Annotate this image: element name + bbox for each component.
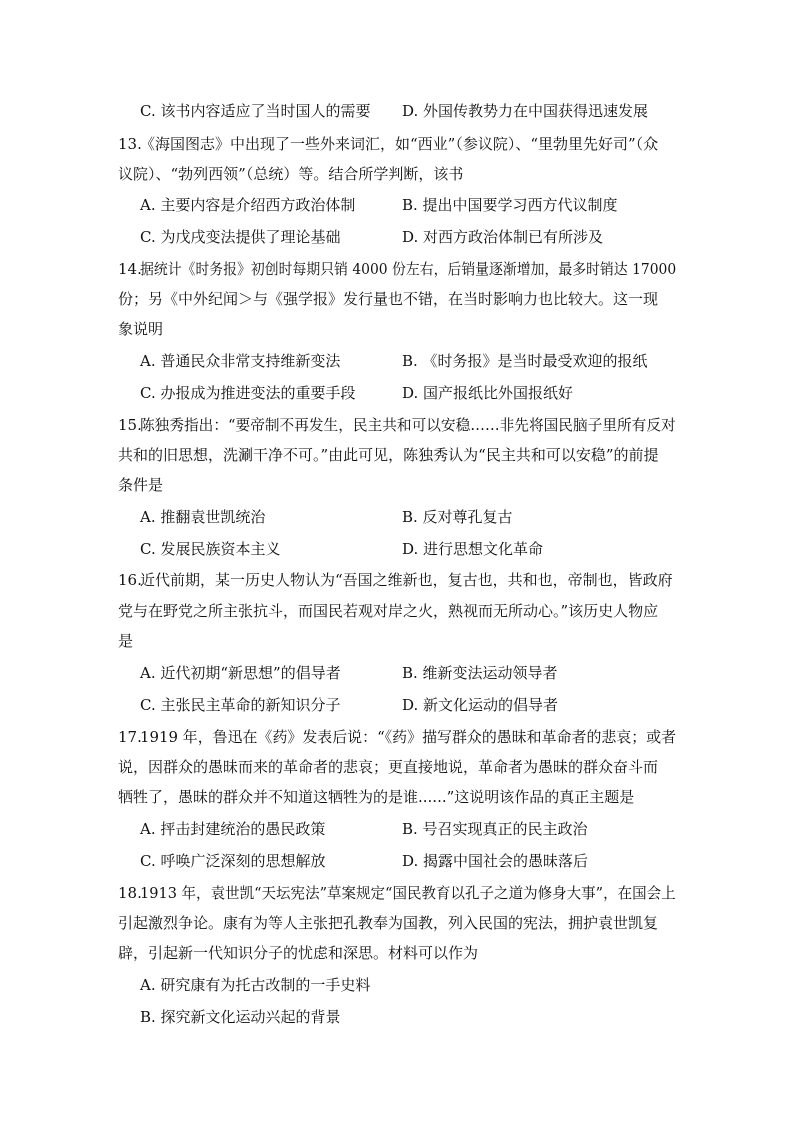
q16-stem-line-2: 党与在野党之所主张抗斗，而国民若观对岸之火，熟视而无所动心。”该历史人物应 <box>118 602 659 620</box>
q16-stem-line-1: 近代前期，某一历史人物认为“吾国之维新也，复古也，共和也，帝制也，皆政府 <box>140 571 673 589</box>
q18-option-b: B. 探究新文化运动兴起的背景 <box>140 1008 341 1026</box>
q18-stem-line-2: 引起激烈争论。康有为等人主张把孔教奉为国教，列入民国的宪法，拥护袁世凯复 <box>118 914 659 932</box>
q16-option-b: B. 维新变法运动领导者 <box>402 664 558 682</box>
q16-option-c: C. 主张民主革命的新知识分子 <box>140 696 341 714</box>
q18-option-a: A. 研究康有为托古改制的一手史料 <box>140 976 371 994</box>
q17-stem-line-1: 1919 年，鲁迅在《药》发表后说：“《药》描写群众的愚昧和革命者的悲哀；或者 <box>140 728 677 746</box>
q15-option-d: D. 进行思想文化革命 <box>402 540 544 558</box>
q14-number: 14. <box>118 260 142 278</box>
q13-number: 13. <box>118 135 142 153</box>
q16-option-a: A. 近代初期“新思想”的倡导者 <box>140 664 341 682</box>
q14-stem-line-2: 份；另《中外纪闻＞与《强学报》发行量也不错，在当时影响力也比较大。这一现 <box>118 290 659 308</box>
q13-stem-line-1: 《海国图志》中出现了一些外来词汇，如“西业”（参议院）、“里勃里先好司”（众 <box>140 135 659 153</box>
q14-option-c: C. 办报成为推进变法的重要手段 <box>140 384 356 402</box>
q16-stem-line-3: 是 <box>118 632 134 650</box>
q13-option-c: C. 为戊戌变法提供了理论基础 <box>140 228 341 246</box>
q12-option-c: C. 该书内容适应了当时国人的需要 <box>140 102 371 120</box>
q15-option-b: B. 反对尊孔复古 <box>402 508 513 526</box>
q18-stem-line-3: 辟，引起新一代知识分子的忧虑和深思。材料可以作为 <box>118 944 479 962</box>
q17-option-b: B. 号召实现真正的民主政治 <box>402 820 588 838</box>
q17-option-c: C. 呼唤广泛深刻的思想解放 <box>140 852 326 870</box>
q14-option-d: D. 国产报纸比外国报纸好 <box>402 384 574 402</box>
q17-option-a: A. 抨击封建统治的愚民政策 <box>140 820 326 838</box>
q14-stem-line-3: 象说明 <box>118 320 164 338</box>
q16-option-d: D. 新文化运动的倡导者 <box>402 696 559 714</box>
q14-option-b: B. 《时务报》是当时最受欢迎的报纸 <box>402 352 648 370</box>
q13-option-d: D. 对西方政治体制已有所涉及 <box>402 228 604 246</box>
q17-option-d: D. 揭露中国社会的愚昧落后 <box>402 852 589 870</box>
q18-stem-line-1: 1913 年，袁世凯“天坛宪法”草案规定“国民教育以孔子之道为修身大事”，在国会上 <box>140 884 676 902</box>
q17-number: 17. <box>118 728 142 746</box>
q13-stem-line-2: 议院）、“勃列西领”（总统）等。结合所学判断，该书 <box>118 165 464 183</box>
q14-option-a: A. 普通民众非常支持维新变法 <box>140 352 341 370</box>
q12-option-d: D. 外国传教势力在中国获得迅速发展 <box>402 102 649 120</box>
q13-option-b: B. 提出中国要学习西方代议制度 <box>402 196 618 214</box>
q17-stem-line-3: 牺牲了，愚昧的群众并不知道这牺牲为的是谁......”这说明该作品的真正主题是 <box>118 788 635 806</box>
q17-stem-line-2: 说，因群众的愚昧而来的革命者的悲哀；更直接地说，革命者为愚昧的群众奋斗而 <box>118 758 659 776</box>
q15-stem-line-3: 条件是 <box>118 476 164 494</box>
q15-stem-line-1: 陈独秀指出：“要帝制不再发生，民主共和可以安稳……非先将国民脑子里所有反对 <box>140 416 676 434</box>
q15-number: 15. <box>118 416 142 434</box>
q15-option-a: A. 推翻袁世凯统治 <box>140 508 266 526</box>
q16-number: 16. <box>118 571 142 589</box>
q14-stem-line-1: 据统计《时务报》初创时每期只销 4000 份左右，后销量逐渐增加，最多时销达 17000 <box>140 260 677 278</box>
q13-option-a: A. 主要内容是介绍西方政治体制 <box>140 196 356 214</box>
q15-stem-line-2: 共和的旧思想，洗涮干净不可。”由此可见，陈独秀认为“民主共和可以安稳”的前提 <box>118 446 659 464</box>
q15-option-c: C. 发展民族资本主义 <box>140 540 281 558</box>
q18-number: 18. <box>118 884 142 902</box>
